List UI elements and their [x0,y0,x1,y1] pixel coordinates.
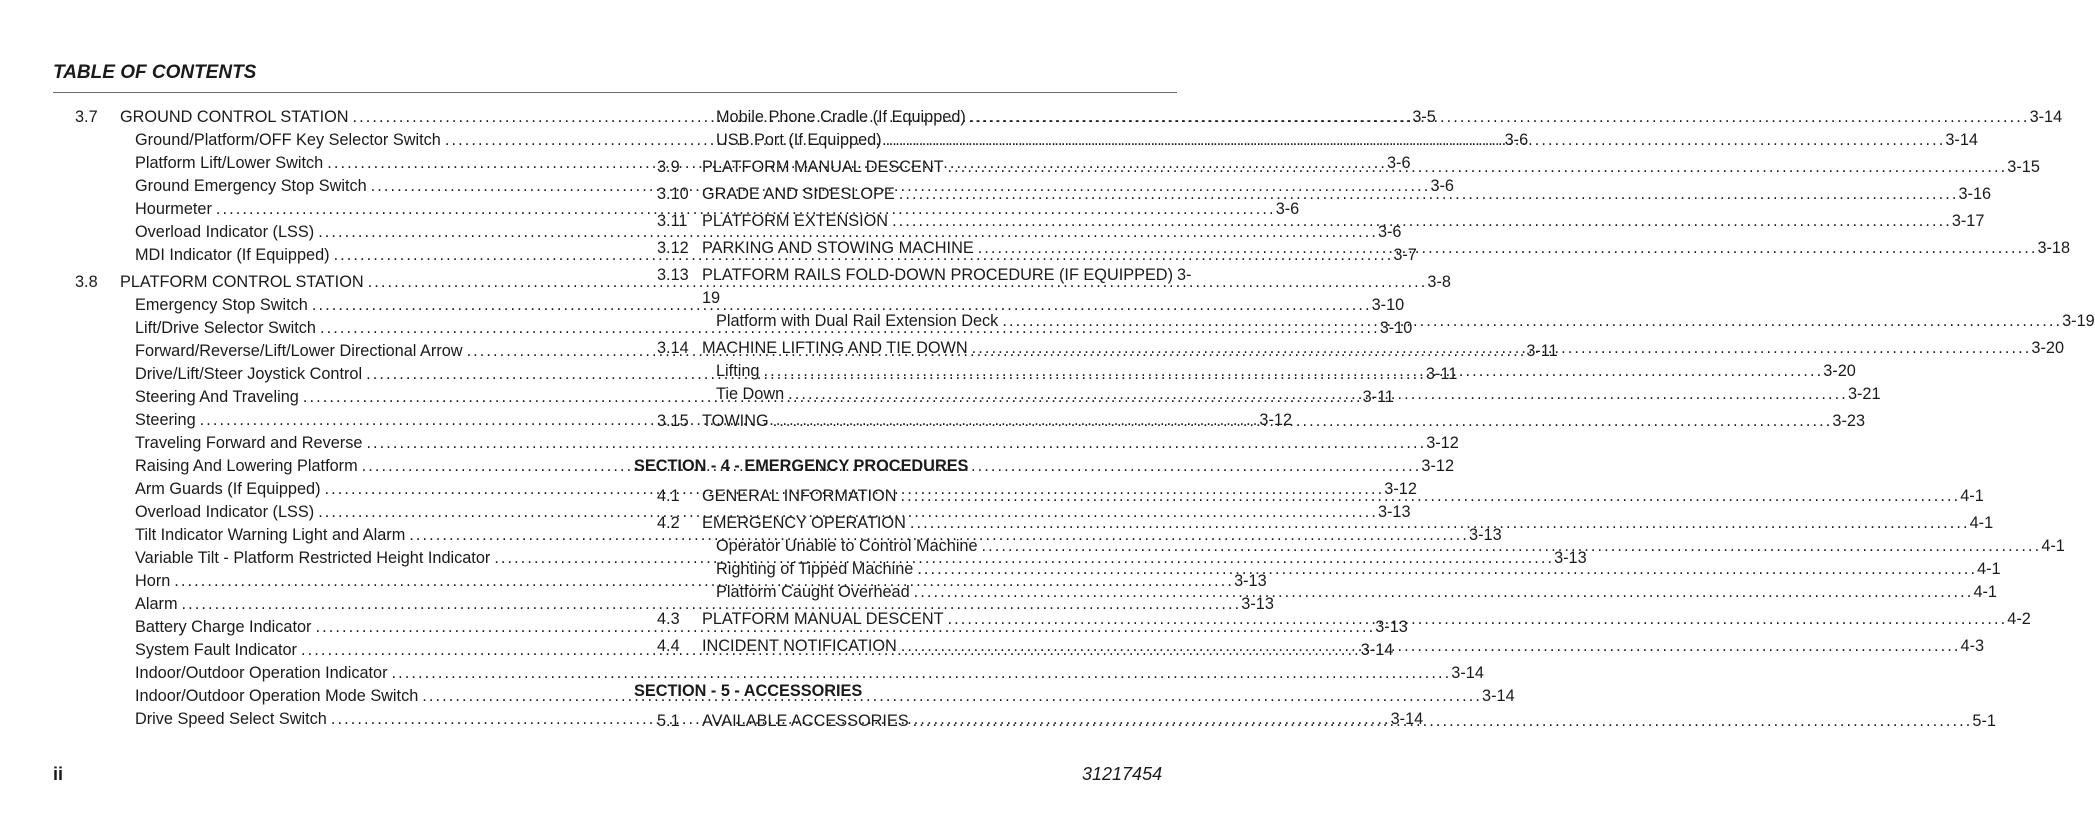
toc-entry-wrap: 19 [702,289,721,307]
toc-entry-label: PLATFORM MANUAL DESCENT [702,610,944,628]
toc-entry-page: 4-1 [2041,537,2065,555]
toc-dot-leader [948,156,2008,178]
toc-dot-leader [948,608,2008,630]
toc-entry-label: Drive/Lift/Steer Joystick Control [135,365,363,383]
toc-entry-page: 4-1 [1973,583,1997,601]
toc-dot-leader [970,106,2030,128]
toc-entry-page: 4-2 [2007,610,2031,628]
toc-entry-page: 3-5 [1412,108,1436,126]
toc-entry-page: 3-6 [1377,223,1402,241]
toc-entry-label: System Fault Indicator [135,641,297,659]
toc-entry-page: 3-13 [1375,618,1408,636]
toc-entry-label: MDI Indicator (If Equipped) [135,246,330,264]
toc-entry-page: 3-14 [1945,131,1978,149]
toc-entry-label: Ground Emergency Stop Switch [135,177,367,195]
toc-entry-page: 3-6 [1430,177,1454,195]
toc-entry-page: 3-19 [2062,312,2095,330]
toc-entry-page: 3-15 [2007,158,2040,176]
title-divider [53,92,1177,93]
toc-entry-page: 3-14 [1360,641,1394,659]
toc-entry-label: USB Port (If Equipped) [716,131,882,149]
toc-entry-label: Operator Unable to Control Machine [716,537,978,555]
toc-entry-number: 3.9 [657,158,680,176]
toc-entry-label: GENERAL INFORMATION [702,487,897,505]
toc-entry-page: 3-23 [1832,412,1865,430]
toc-dot-leader [899,183,1959,205]
toc-entry-page: 3-13 [1469,526,1502,544]
toc-entry-page: 3-16 [1958,185,1992,203]
toc-entry-label: Drive Speed Select Switch [135,710,327,728]
page-title: TABLE OF CONTENTS [53,62,257,83]
toc-dot-leader [788,383,1848,405]
toc-entry-label: Tilt Indicator Warning Light and Alarm [135,526,406,544]
toc-entry-page: 3-12 [1421,457,1454,475]
toc-entry-page: 4-1 [1977,560,2001,578]
toc-dot-leader [773,410,1833,432]
toc-entry-page: 3-20 [2031,339,2065,357]
toc-entry-page: 3-17 [1951,212,1985,230]
toc-dot-leader [422,685,1482,707]
toc-dot-leader [886,129,1946,151]
toc-entry-page: 3-12 [1384,480,1417,498]
toc-entry-page: 3-6 [1275,200,1300,218]
toc-entry-label: PLATFORM EXTENSION [702,212,889,230]
toc-entry-label: Tie Down [716,385,785,403]
toc-entry-page: 3-6 [1504,131,1529,149]
toc-entry-number: 3.13 [657,266,689,284]
toc-entry-label: Platform Lift/Lower Switch [135,154,324,172]
toc-entry-label: Raising And Lowering Platform [135,457,358,475]
toc-entry-number: 3.12 [657,239,689,257]
section-heading[interactable]: SECTION - 4 - EMERGENCY PROCEDURES [634,457,969,475]
toc-dot-leader [913,710,1973,732]
toc-entry-label: Overload Indicator (LSS) [135,223,315,241]
toc-entry-label: Steering [135,411,196,429]
toc-entry-page: 3-8 [1427,273,1451,291]
toc-entry-number: 3.11 [657,212,688,230]
toc-entry-page: 4-1 [1969,514,1994,532]
toc-entry-page: 4-1 [1960,487,1984,505]
toc-entry-label: PLATFORM CONTROL STATION [120,273,364,291]
toc-dot-leader [763,360,1823,382]
toc-entry-page: 3-12 [1259,411,1293,429]
toc-dot-leader [917,558,1977,580]
toc-entry-number: 3.15 [657,412,689,430]
toc-entry-label: Horn [135,572,171,590]
toc-entry-page: 3-18 [2037,239,2071,257]
toc-entry-label: MACHINE LIFTING AND TIE DOWN [702,339,968,357]
toc-dot-leader [392,662,1452,684]
toc-entry-number: 5.1 [657,712,680,730]
toc-entry-page: 3-13 [1234,572,1267,590]
toc-entry-label: Platform with Dual Rail Extension Deck [716,312,999,330]
toc-entry-number: 3.8 [75,273,98,291]
toc-entry-label: Righting of Tipped Machine [716,560,914,578]
toc-entry-page: 3-13 [1241,595,1274,613]
toc-entry-page: 3-14 [1390,710,1424,728]
toc-entry-label: AVAILABLE ACCESSORIES [702,712,909,730]
toc-entry-page: 3-13 [1554,549,1587,567]
toc-dot-leader [914,581,1974,603]
toc-entry-label: Alarm [135,595,178,613]
toc-entry-label: GRADE AND SIDESLOPE [702,185,895,203]
document-number: 31217454 [1082,764,1163,784]
toc-dot-leader [901,635,1961,657]
toc-entry-label: PLATFORM MANUAL DESCENT [702,158,944,176]
toc-section-entry[interactable] [657,264,1192,286]
toc-entry-label: Lifting [716,362,760,380]
toc-entry-label: Hourmeter [135,200,212,218]
toc-entry-number: 3.14 [657,339,689,357]
toc-dot-leader [900,485,1960,507]
toc-entry-label: Variable Tilt - Platform Restricted Height Indicator [135,549,491,567]
toc-entry-label: Arm Guards (If Equipped) [135,480,321,498]
toc-subsection-entry[interactable] [75,593,1274,615]
toc-entry-number: 3.10 [657,185,689,203]
toc-entry-page: 3-10 [1371,296,1405,314]
toc-entry-page: 3- [1177,266,1192,284]
toc-entry-number: 4.4 [657,637,680,655]
toc-subsection-entry[interactable] [75,432,1459,454]
toc-entry-page: 3-6 [1386,154,1411,172]
toc-dot-leader [892,210,1952,232]
toc-entry-label: Mobile Phone Cradle (If Equipped) [716,108,966,126]
section-heading[interactable]: SECTION - 5 - ACCESSORIES [634,682,863,700]
toc-dot-leader [978,237,2038,259]
page-number: ii [53,764,64,784]
toc-entry-label: INCIDENT NOTIFICATION [702,637,897,655]
toc-dot-leader [982,535,2042,557]
toc-entry-page: 3-21 [1847,385,1881,403]
toc-entry-label: Indoor/Outdoor Operation Indicator [135,664,388,682]
toc-entry-page: 3-10 [1379,319,1413,337]
toc-entry-page: 3-13 [1377,503,1411,521]
toc-entry-page: 3-11 [1425,365,1458,383]
toc-entry-label: EMERGENCY OPERATION [702,514,906,532]
toc-entry-label: TOWING [702,412,769,430]
toc-entry-page: 4-3 [1960,637,1985,655]
toc-entry-number: 4.1 [657,487,680,505]
toc-subsection-entry[interactable] [75,662,1484,684]
toc-entry-label: Battery Charge Indicator [135,618,312,636]
toc-entry-label: PARKING AND STOWING MACHINE [702,239,974,257]
toc-entry-label: Platform Caught Overhead [716,583,910,601]
toc-entry-page: 5-1 [1972,712,1996,730]
toc-entry-number: 4.2 [657,514,680,532]
toc-entry-page: 3-14 [1451,664,1484,682]
toc-entry-label: Indoor/Outdoor Operation Mode Switch [135,687,419,705]
toc-entry-label: GROUND CONTROL STATION [120,108,349,126]
toc-entry-page: 3-14 [2029,108,2063,126]
toc-dot-leader [910,512,1970,534]
toc-entry-page: 3-12 [1426,434,1459,452]
toc-entry-label: Traveling Forward and Reverse [135,434,363,452]
toc-entry-page: 3-11 [1362,388,1394,406]
toc-entry-number: 3.7 [75,108,98,126]
toc-entry-label: Ground/Platform/OFF Key Selector Switch [135,131,441,149]
toc-entry-page: 3-7 [1393,246,1417,264]
toc-dot-leader [366,432,1426,454]
toc-entry-label: PLATFORM RAILS FOLD-DOWN PROCEDURE (IF EQUIPPED) [702,266,1173,284]
toc-entry-label: Forward/Reverse/Lift/Lower Directional Arrow [135,342,463,360]
toc-entry-number: 4.3 [657,610,680,628]
toc-entry-label: Steering And Traveling [135,388,299,406]
toc-dot-leader [1002,310,2062,332]
toc-entry-label: Lift/Drive Selector Switch [135,319,316,337]
toc-subsection-entry[interactable] [75,198,1300,220]
toc-dot-leader [972,337,2032,359]
toc-entry-page: 3-20 [1823,362,1856,380]
toc-entry-label: Emergency Stop Switch [135,296,308,314]
toc-entry-label: Overload Indicator (LSS) [135,503,315,521]
toc-entry-page: 3-14 [1482,687,1515,705]
toc-entry-page: 3-11 [1526,342,1558,360]
